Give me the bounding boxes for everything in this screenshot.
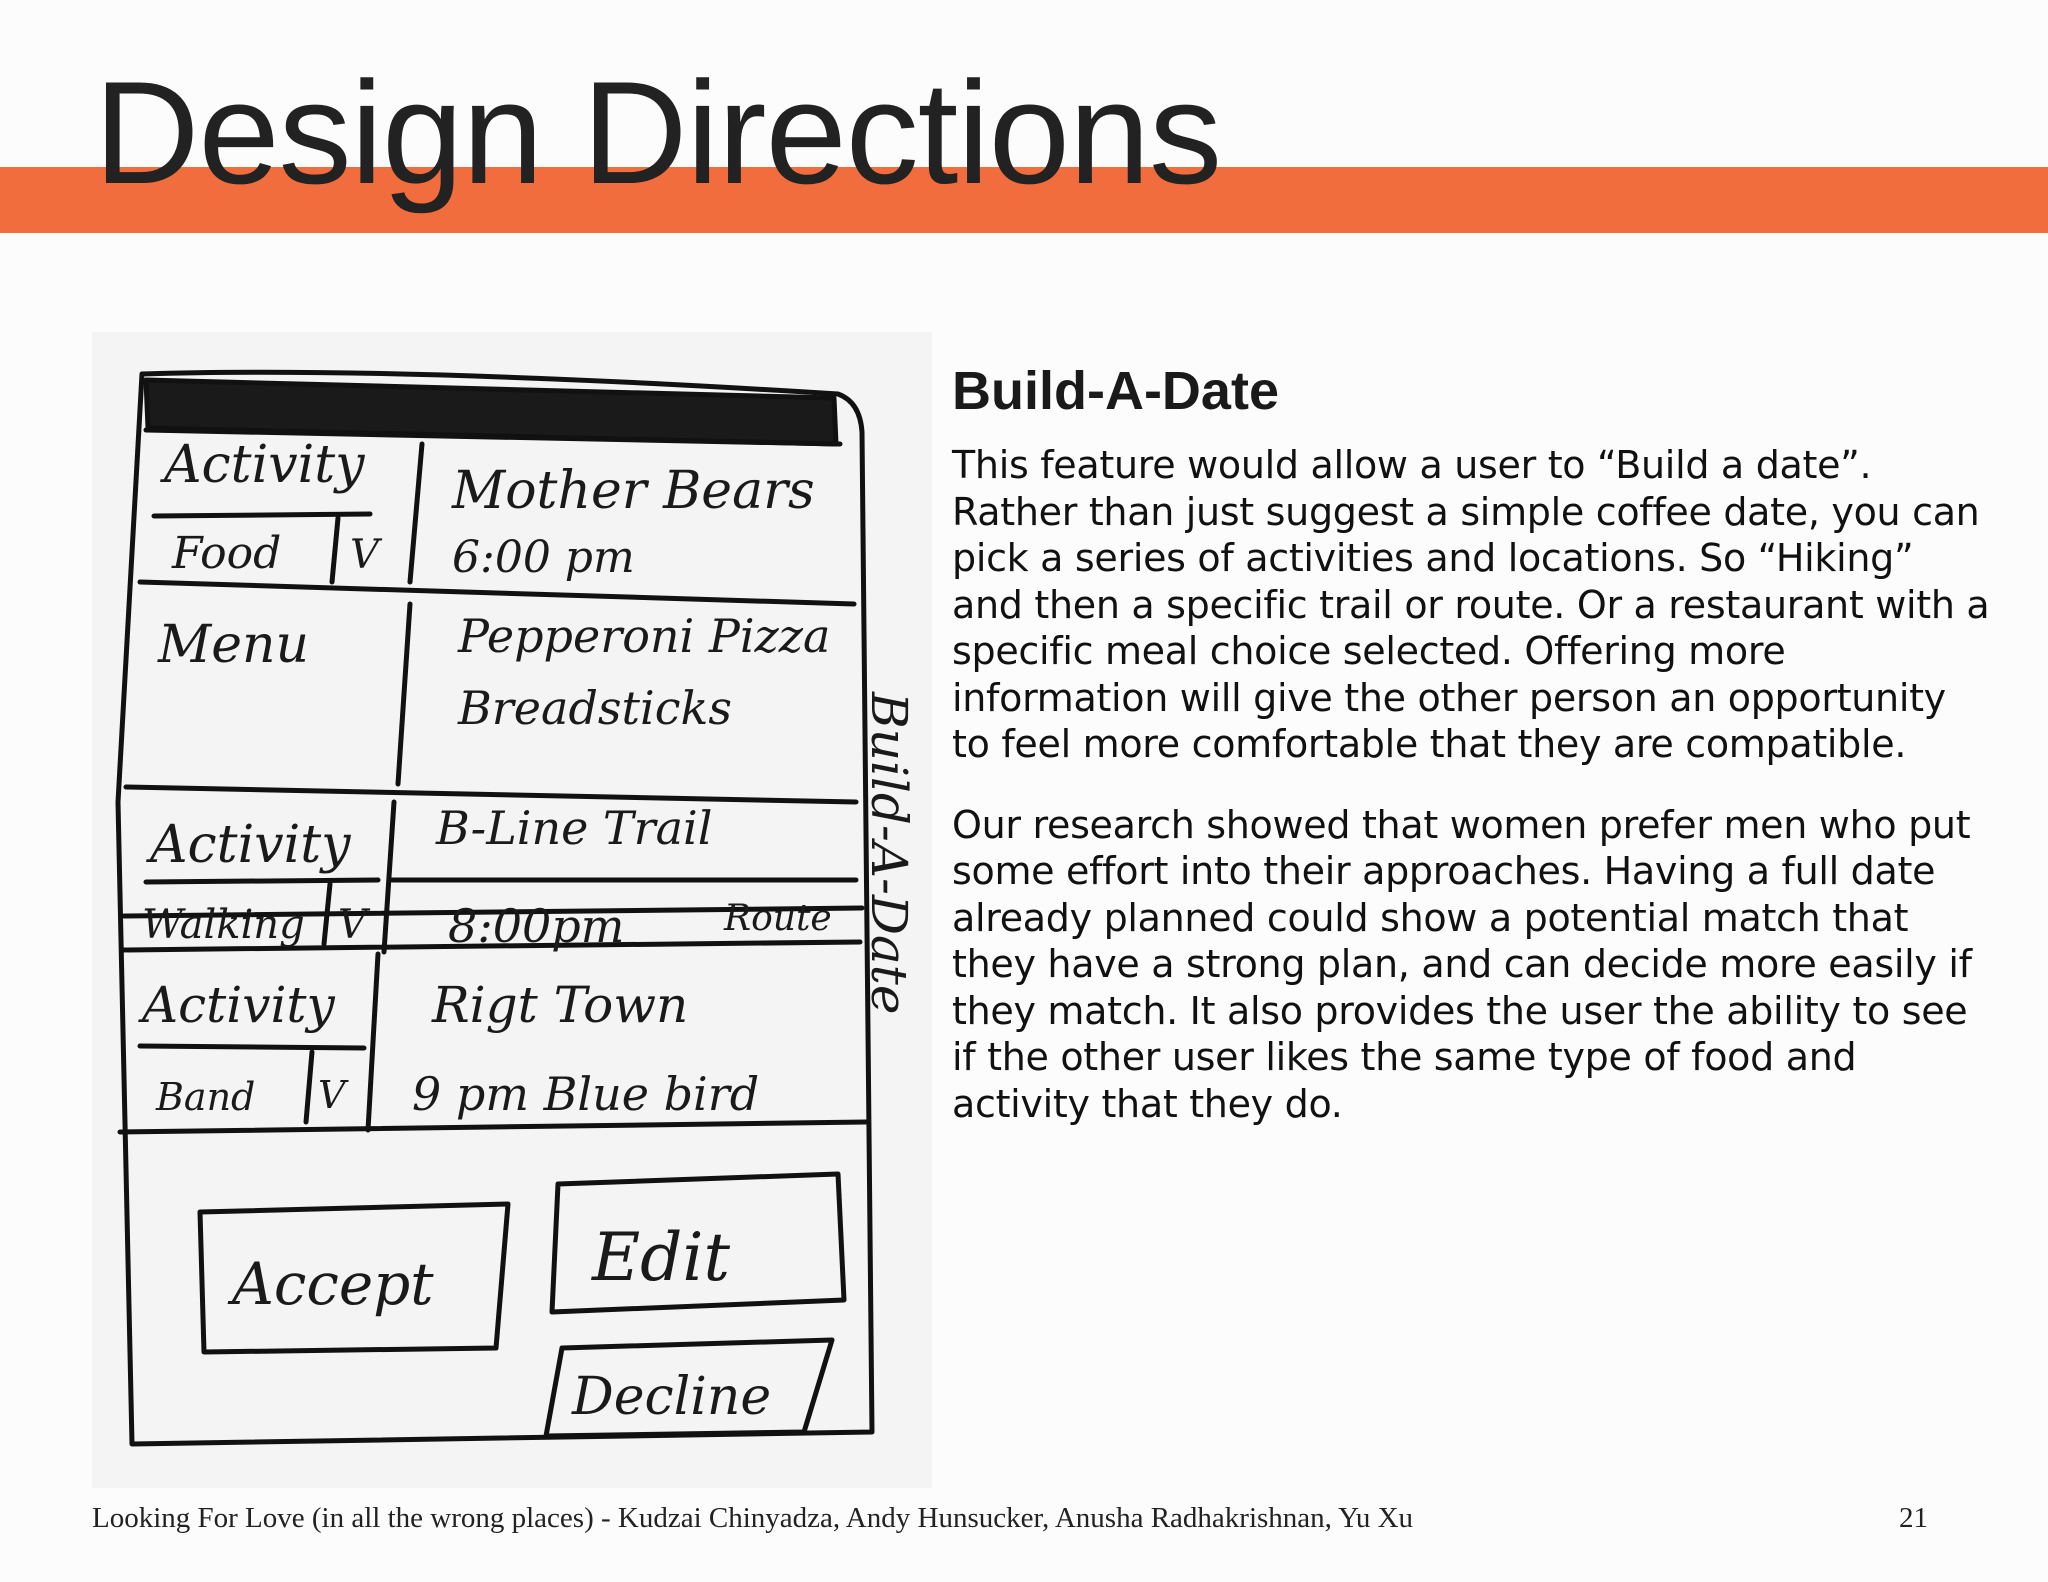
sketch-rotated-label: Build-A-Date: [860, 692, 918, 1015]
sketch-value-mother-bears: Mother Bears: [452, 461, 815, 521]
sketch-value-pizza: Pepperoni Pizza: [458, 609, 831, 663]
sketch-edit-label: Edit: [592, 1219, 731, 1296]
sketch-value-route: Route: [724, 898, 832, 939]
feature-description: [952, 360, 1992, 1161]
footer-credits: Looking For Love (in all the wrong places) - Kudzai Chinyadza, Andy Hunsucker, Anusha Radhakrishnan, Yu Xu: [92, 1502, 1414, 1534]
sketch-value-time-3: 9 pm Blue bird: [412, 1067, 760, 1121]
sketch-value-town: Rigt Town: [432, 976, 689, 1034]
section-heading: Build-A-Date: [952, 361, 1279, 421]
sketch-label-walking: Walking: [142, 902, 305, 948]
sketch-decline-label: Decline: [572, 1367, 772, 1427]
sketch-value-breadsticks: Breadsticks: [458, 681, 732, 735]
prototype-sketch-image: [92, 332, 932, 1488]
page-number: 21: [1899, 1502, 1928, 1534]
sketch-label-band: Band: [156, 1075, 256, 1119]
sketch-label-activity-3: Activity: [142, 976, 335, 1034]
sketch-accept-label: Accept: [232, 1250, 434, 1318]
paragraph-research: Our research showed that women prefer men who put some effort into their approaches. Having a full date already planned could show a potential match that they have a strong plan, and can decide more easily if they match. It also provides the user the ability to see if the other user likes the same type of food and activity that they do.: [952, 802, 1972, 1126]
sketch-dropdown-1: V: [350, 532, 379, 578]
sketch-label-menu: Menu: [158, 615, 309, 675]
sketch-dropdown-2: V: [338, 902, 367, 948]
sketch-dropdown-3: V: [318, 1073, 346, 1117]
page-title: Design Directions: [94, 51, 1222, 214]
paragraph-feature: This feature would allow a user to “Build a date”. Rather than just suggest a simple coffee date, you can pick a series of activities and locations. So “Hiking” and then a specific trail or route. Or a restaurant with a specific meal choice selected. Offering more information will give the other person an opportunity to feel more comfortable that they are compatible.: [952, 443, 1990, 767]
sketch-label-activity-1: Activity: [164, 435, 365, 495]
sketch-label-activity-2: Activity: [150, 815, 351, 875]
sketch-value-trail: B-Line Trail: [436, 801, 713, 855]
sketch-label-food: Food: [172, 528, 282, 579]
sketch-value-time-1: 6:00 pm: [452, 532, 635, 583]
sketch-value-time-2: 8:00pm: [448, 899, 625, 953]
